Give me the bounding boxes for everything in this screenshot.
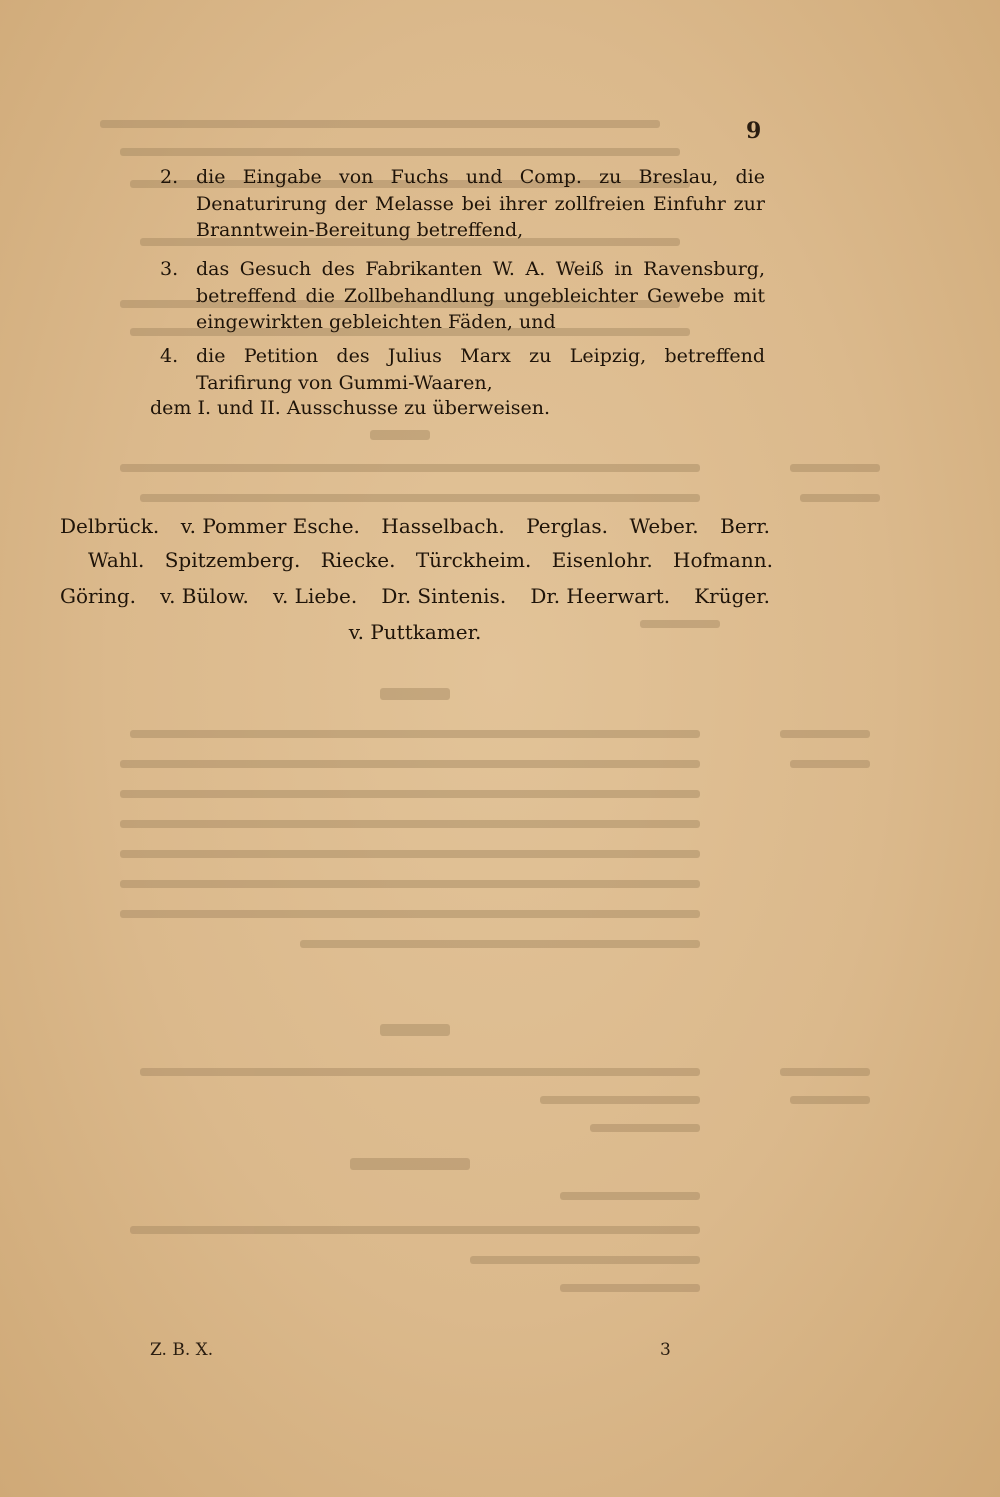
signature: v. Puttkamer. <box>348 620 482 644</box>
list-item-text: die Eingabe von Fuchs und Comp. zu Breslau, die Denaturirung der Melasse bei ihrer zollfreien Einfuhr zur Branntwein-Bereitung betreffend, <box>196 166 765 241</box>
signature: Dr. Heerwart. <box>530 584 671 608</box>
page-number: 9 <box>746 118 762 144</box>
closing-sentence: dem I. und II. Ausschusse zu überweisen. <box>150 397 551 419</box>
signature: Weber. <box>629 514 699 538</box>
signature: Hasselbach. <box>381 514 505 538</box>
list-item <box>160 343 765 396</box>
signature-row <box>60 514 770 538</box>
signature: Spitzemberg. <box>164 548 301 572</box>
footer-signature-mark: Z. B. X. <box>150 1340 214 1360</box>
list-item-text: das Gesuch des Fabrikanten W. A. Weiß in Ravensburg, betreffend die Zollbehandlung ungebleichter Gewebe mit eingewirkten gebleichten Fäden, und <box>196 258 765 333</box>
footer-sheet-number: 3 <box>660 1340 671 1360</box>
signature: Delbrück. <box>60 514 160 538</box>
signature: Dr. Sintenis. <box>381 584 507 608</box>
signature: Riecke. <box>320 548 396 572</box>
signature: v. Pommer Esche. <box>180 514 360 538</box>
signature: Eisenlohr. <box>551 548 653 572</box>
signature-row <box>88 548 773 572</box>
list-item <box>160 164 765 244</box>
signature: Göring. <box>60 584 137 608</box>
signature: v. Bülow. <box>160 584 249 608</box>
signature: Berr. <box>720 514 770 538</box>
signature: Perglas. <box>526 514 608 538</box>
list-item-number: 4. <box>160 345 179 367</box>
signature: Wahl. <box>88 548 145 572</box>
list-item-text: die Petition des Julius Marx zu Leipzig, betreffend Tarifirung von Gummi-Waaren, <box>196 345 765 394</box>
signature: Krüger. <box>694 584 770 608</box>
list-item <box>160 256 765 336</box>
signature-row <box>60 584 770 608</box>
list-item-number: 2. <box>160 166 179 188</box>
signature: Hofmann. <box>673 548 773 572</box>
list-item-number: 3. <box>160 258 179 280</box>
signature: Türckheim. <box>415 548 532 572</box>
signature: v. Liebe. <box>273 584 358 608</box>
